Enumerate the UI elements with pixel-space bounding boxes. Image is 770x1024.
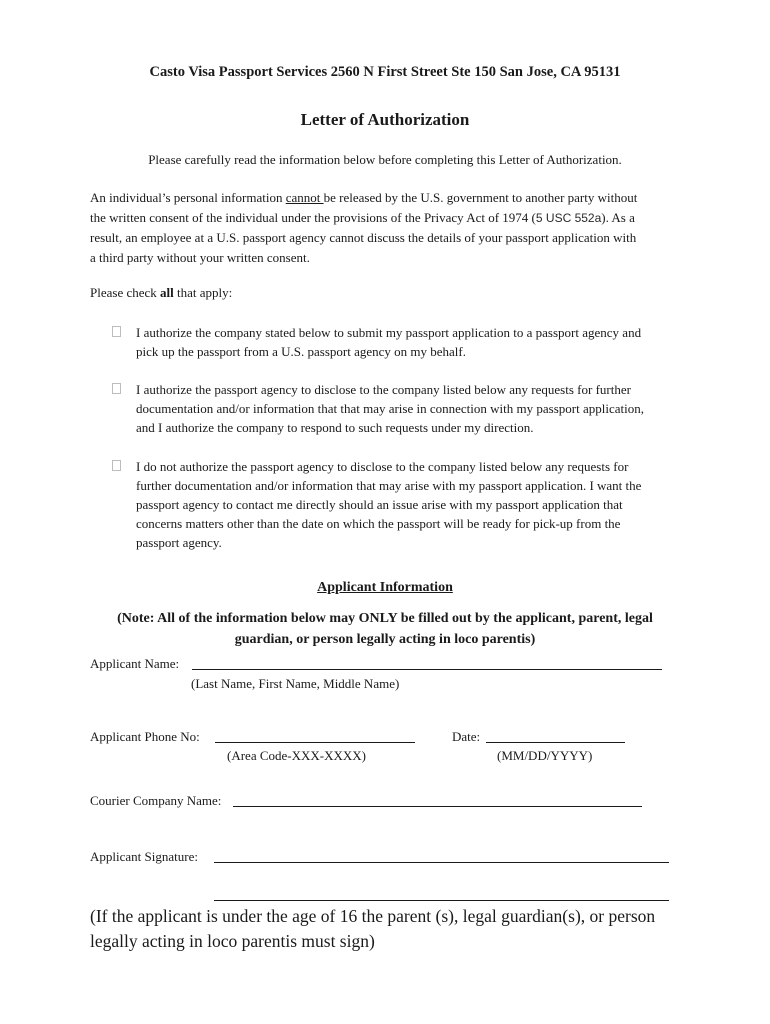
check-all-instruction	[90, 285, 232, 301]
option-2-line: I authorize the passport agency to disclose to the company listed below any requests for further	[136, 382, 631, 397]
date-field[interactable]	[486, 742, 625, 743]
privacy-paragraph	[90, 188, 690, 267]
company-header: Casto Visa Passport Services 2560 N First Street Ste 150 San Jose, CA 95131	[149, 64, 621, 80]
note-line-2: guardian, or person legally acting in loco parentis)	[234, 632, 536, 647]
option-3-checkbox[interactable]	[112, 460, 121, 471]
check-all-bold: all	[160, 285, 174, 300]
applicant-phone-label: Applicant Phone No:	[90, 729, 200, 744]
privacy-line-1	[90, 188, 690, 208]
option-3-line: concerns matters other than the date on which the passport will be ready for pick-up from the	[136, 516, 621, 531]
footer-line-1: (If the applicant is under the age of 16 the parent (s), legal guardian(s), or person	[90, 906, 656, 926]
guardian-signature-note	[90, 904, 655, 954]
applicant-info-heading: Applicant Information	[317, 580, 453, 595]
check-all-pre: Please check	[90, 285, 161, 300]
applicant-signature-field[interactable]	[214, 862, 669, 863]
privacy-line-2-post: ). As a	[601, 209, 635, 225]
guardian-signature-field[interactable]	[214, 900, 669, 901]
footer-line-2: legally acting in loco parentis must sign)	[90, 931, 375, 951]
privacy-line-1-pre: An individual’s personal information	[90, 190, 286, 205]
date-label: Date:	[452, 729, 481, 744]
applicant-name-hint: (Last Name, First Name, Middle Name)	[191, 676, 400, 691]
option-3-line: passport agency.	[136, 535, 222, 550]
option-1-line: I authorize the company stated below to submit my passport application to a passport agency and	[136, 325, 642, 340]
option-3-line: further documentation and/or information that may arise with my passport application. I want the	[136, 478, 642, 493]
usc-citation: 5 USC 552a	[535, 210, 602, 225]
applicant-name-label: Applicant Name:	[90, 656, 180, 671]
option-2-line: and I authorize the company to respond to such requests under my direction.	[136, 420, 534, 435]
applicant-phone-hint: (Area Code-XXX-XXXX)	[227, 748, 366, 763]
privacy-line-2-pre: the written consent of the individual under the provisions of the Privacy Act of 1974 (	[90, 209, 536, 225]
option-1-checkbox[interactable]	[112, 326, 121, 337]
document-title: Letter of Authorization	[300, 110, 470, 129]
privacy-line-1-post: be released by the U.S. government to another party without	[323, 190, 638, 205]
privacy-line-2	[90, 208, 690, 229]
privacy-line-3: result, an employee at a U.S. passport agency cannot discuss the details of your passport application with	[90, 230, 637, 245]
courier-company-field[interactable]	[233, 806, 642, 807]
option-2-checkbox[interactable]	[112, 383, 121, 394]
option-3-line: I do not authorize the passport agency to disclose to the company listed below any requests for	[136, 459, 629, 474]
applicant-signature-label: Applicant Signature:	[90, 849, 198, 864]
applicant-phone-field[interactable]	[215, 742, 415, 743]
option-3-line: passport agency to contact me directly should an issue arise with my passport application that	[136, 497, 623, 512]
option-2-line: documentation and/or information that that may arise in connection with my passport application,	[136, 401, 644, 416]
note-line-1: (Note: All of the information below may ONLY be filled out by the applicant, parent, legal	[117, 611, 653, 626]
cannot-emphasis: cannot	[285, 190, 324, 205]
instruction-text: Please carefully read the information below before completing this Letter of Authorization.	[148, 152, 622, 167]
privacy-line-4: a third party without your written consent.	[90, 249, 310, 265]
date-hint: (MM/DD/YYYY)	[497, 748, 593, 763]
courier-company-label: Courier Company Name:	[90, 793, 222, 808]
applicant-name-field[interactable]	[192, 669, 662, 670]
option-1-line: pick up the passport from a U.S. passport agency on my behalf.	[136, 344, 466, 359]
applicant-info-note	[0, 608, 770, 650]
check-all-post: that apply:	[173, 285, 233, 300]
